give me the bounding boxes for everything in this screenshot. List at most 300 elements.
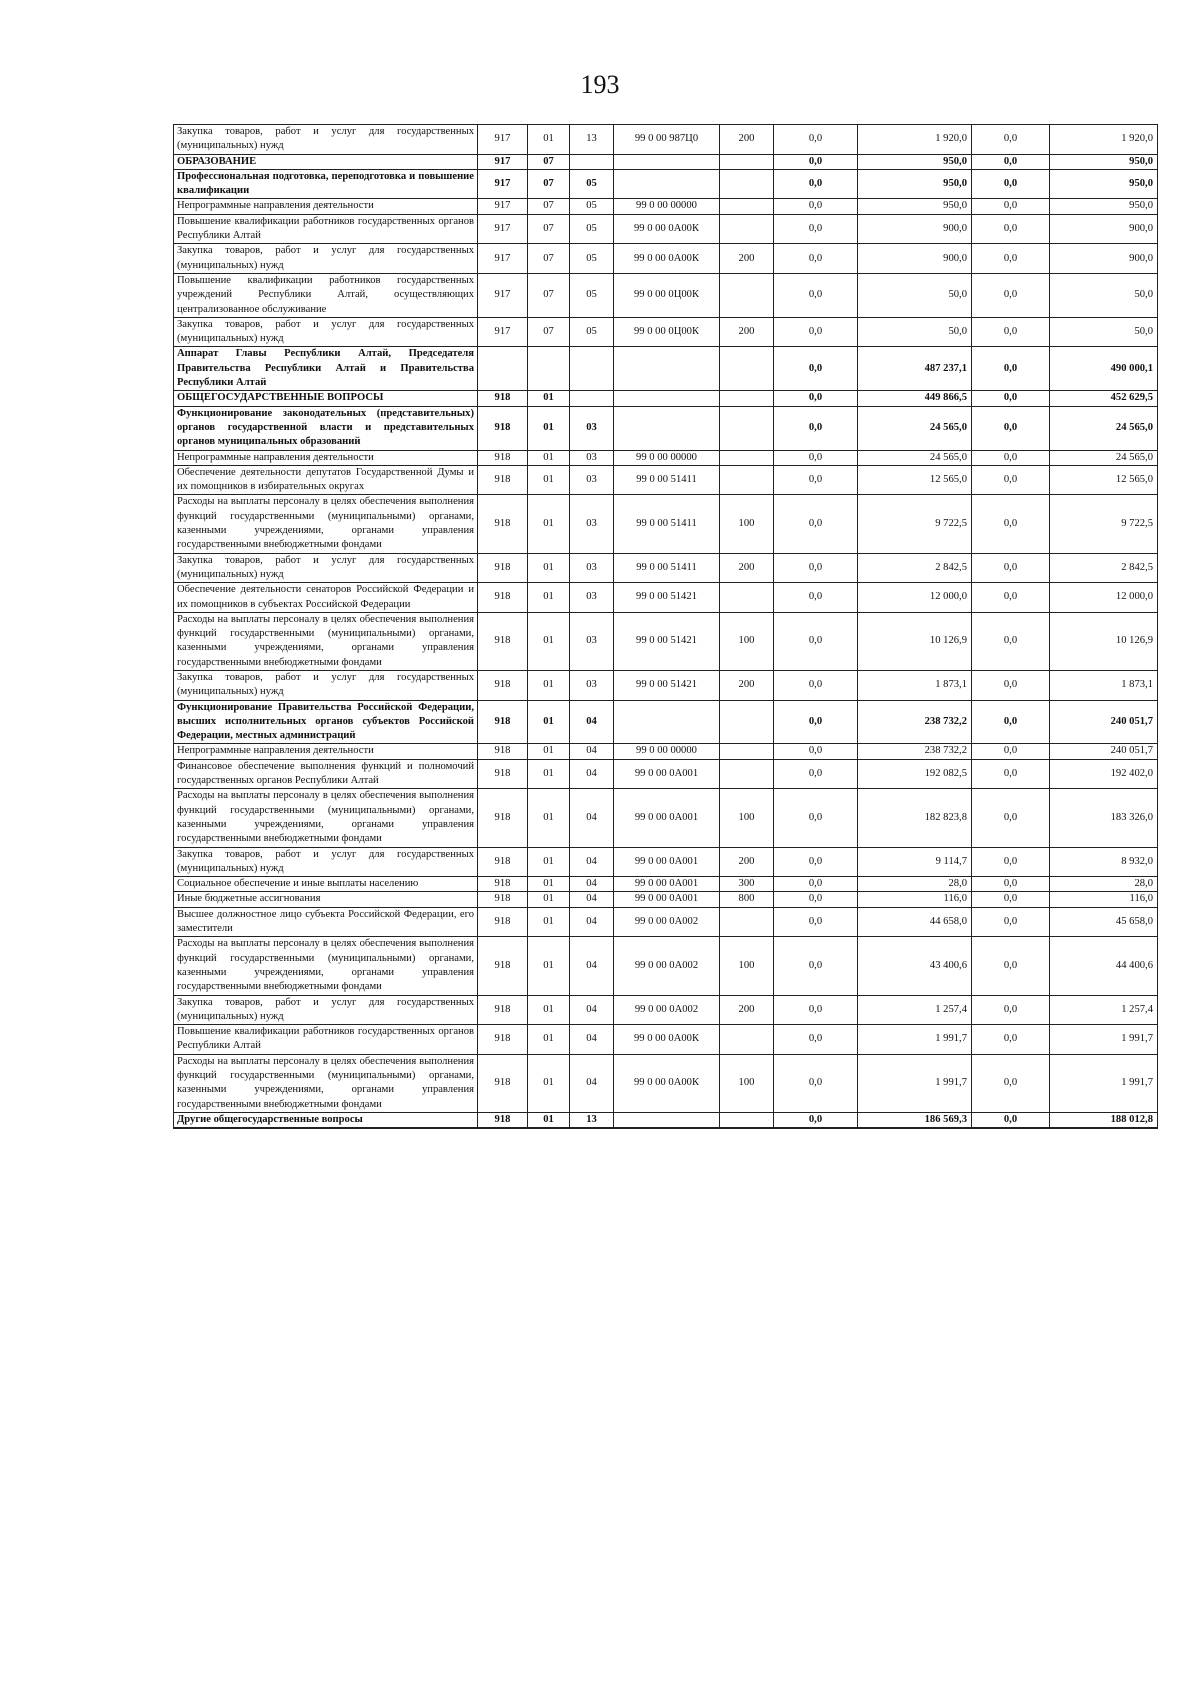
cell-amount-1: 0,0: [774, 847, 858, 877]
cell-grbs: 917: [478, 125, 528, 155]
cell-section: 07: [528, 154, 570, 169]
cell-grbs: 918: [478, 892, 528, 907]
cell-target-item: [614, 406, 720, 450]
cell-name: Закупка товаров, работ и услуг для государственных (муниципальных) нужд: [174, 125, 478, 155]
cell-amount-1: 0,0: [774, 125, 858, 155]
cell-subsection: 04: [570, 907, 614, 937]
cell-amount-1: 0,0: [774, 465, 858, 495]
cell-amount-1: 0,0: [774, 937, 858, 995]
cell-amount-2: 1 991,7: [858, 1054, 972, 1112]
cell-amount-3: 0,0: [972, 169, 1050, 199]
cell-amount-3: 0,0: [972, 495, 1050, 553]
cell-name: Закупка товаров, работ и услуг для государственных (муниципальных) нужд: [174, 244, 478, 274]
cell-amount-2: 50,0: [858, 273, 972, 317]
cell-amount-4: 490 000,1: [1050, 347, 1158, 391]
cell-amount-3: 0,0: [972, 670, 1050, 700]
cell-section: 01: [528, 495, 570, 553]
cell-amount-3: 0,0: [972, 125, 1050, 155]
cell-amount-1: 0,0: [774, 244, 858, 274]
cell-amount-3: 0,0: [972, 273, 1050, 317]
table-row: [174, 892, 1158, 907]
cell-target-item: 99 0 00 0А001: [614, 759, 720, 789]
cell-grbs: 918: [478, 1054, 528, 1112]
cell-expense-type: [720, 450, 774, 465]
cell-amount-2: 43 400,6: [858, 937, 972, 995]
cell-amount-3: 0,0: [972, 789, 1050, 847]
cell-section: 01: [528, 892, 570, 907]
cell-grbs: 917: [478, 154, 528, 169]
table-body: [174, 125, 1158, 1129]
cell-expense-type: 200: [720, 847, 774, 877]
cell-grbs: 917: [478, 214, 528, 244]
cell-name: Закупка товаров, работ и услуг для государственных (муниципальных) нужд: [174, 995, 478, 1025]
cell-name: Иные бюджетные ассигнования: [174, 892, 478, 907]
cell-amount-4: 192 402,0: [1050, 759, 1158, 789]
cell-subsection: 03: [570, 465, 614, 495]
cell-section: 01: [528, 1054, 570, 1112]
cell-subsection: 13: [570, 125, 614, 155]
table-row: [174, 214, 1158, 244]
cell-section: 07: [528, 199, 570, 214]
cell-grbs: 918: [478, 1112, 528, 1128]
cell-amount-4: 50,0: [1050, 273, 1158, 317]
cell-expense-type: [720, 406, 774, 450]
cell-subsection: 04: [570, 847, 614, 877]
cell-subsection: 05: [570, 317, 614, 347]
cell-amount-1: 0,0: [774, 670, 858, 700]
cell-amount-4: 950,0: [1050, 199, 1158, 214]
cell-target-item: 99 0 00 0А001: [614, 892, 720, 907]
cell-name: Функционирование Правительства Российской Федерации, высших исполнительных органов субъектов Российской Федерации, местных администраций: [174, 700, 478, 744]
cell-target-item: 99 0 00 00000: [614, 744, 720, 759]
cell-expense-type: 200: [720, 125, 774, 155]
cell-grbs: 918: [478, 465, 528, 495]
cell-target-item: 99 0 00 0А00К: [614, 1054, 720, 1112]
cell-amount-2: 192 082,5: [858, 759, 972, 789]
cell-expense-type: [720, 199, 774, 214]
cell-target-item: [614, 347, 720, 391]
cell-section: 01: [528, 583, 570, 613]
cell-section: 01: [528, 1112, 570, 1128]
cell-grbs: 918: [478, 907, 528, 937]
table-row: [174, 244, 1158, 274]
cell-subsection: 04: [570, 892, 614, 907]
cell-grbs: 918: [478, 583, 528, 613]
cell-expense-type: 100: [720, 495, 774, 553]
table-row: [174, 789, 1158, 847]
cell-amount-2: 449 866,5: [858, 391, 972, 406]
cell-grbs: 918: [478, 759, 528, 789]
cell-amount-4: 1 257,4: [1050, 995, 1158, 1025]
cell-grbs: 917: [478, 169, 528, 199]
cell-section: 01: [528, 450, 570, 465]
cell-target-item: 99 0 00 0А002: [614, 907, 720, 937]
cell-amount-2: 9 114,7: [858, 847, 972, 877]
cell-section: 01: [528, 553, 570, 583]
cell-amount-1: 0,0: [774, 169, 858, 199]
cell-amount-1: 0,0: [774, 995, 858, 1025]
cell-amount-3: 0,0: [972, 154, 1050, 169]
cell-subsection: 04: [570, 759, 614, 789]
cell-section: 01: [528, 759, 570, 789]
cell-subsection: 04: [570, 995, 614, 1025]
cell-subsection: 05: [570, 169, 614, 199]
cell-amount-1: 0,0: [774, 273, 858, 317]
cell-target-item: 99 0 00 51421: [614, 670, 720, 700]
cell-amount-1: 0,0: [774, 877, 858, 892]
cell-expense-type: [720, 907, 774, 937]
cell-name: ОБРАЗОВАНИЕ: [174, 154, 478, 169]
cell-amount-1: 0,0: [774, 583, 858, 613]
cell-subsection: 05: [570, 244, 614, 274]
cell-section: 01: [528, 847, 570, 877]
cell-amount-1: 0,0: [774, 907, 858, 937]
cell-amount-1: 0,0: [774, 553, 858, 583]
cell-amount-1: 0,0: [774, 406, 858, 450]
cell-amount-2: 12 565,0: [858, 465, 972, 495]
cell-amount-3: 0,0: [972, 892, 1050, 907]
cell-grbs: 918: [478, 937, 528, 995]
cell-name: Непрограммные направления деятельности: [174, 199, 478, 214]
cell-expense-type: [720, 154, 774, 169]
cell-amount-4: 183 326,0: [1050, 789, 1158, 847]
cell-name: Обеспечение деятельности сенаторов Российской Федерации и их помощников в субъектах Российской Федерации: [174, 583, 478, 613]
cell-amount-2: 950,0: [858, 169, 972, 199]
cell-amount-4: 2 842,5: [1050, 553, 1158, 583]
cell-amount-4: 1 873,1: [1050, 670, 1158, 700]
cell-target-item: [614, 700, 720, 744]
cell-target-item: 99 0 00 00000: [614, 450, 720, 465]
table-row: [174, 1025, 1158, 1055]
cell-amount-4: 12 565,0: [1050, 465, 1158, 495]
table-row: [174, 700, 1158, 744]
cell-amount-1: 0,0: [774, 700, 858, 744]
cell-expense-type: [720, 583, 774, 613]
cell-grbs: 918: [478, 391, 528, 406]
cell-section: 01: [528, 1025, 570, 1055]
table-row: [174, 495, 1158, 553]
cell-grbs: [478, 347, 528, 391]
cell-section: 07: [528, 317, 570, 347]
cell-target-item: 99 0 00 0А001: [614, 789, 720, 847]
table-row: [174, 583, 1158, 613]
cell-amount-2: 1 991,7: [858, 1025, 972, 1055]
cell-target-item: [614, 154, 720, 169]
cell-amount-4: 45 658,0: [1050, 907, 1158, 937]
cell-expense-type: 200: [720, 995, 774, 1025]
cell-target-item: 99 0 00 0А001: [614, 847, 720, 877]
cell-amount-3: 0,0: [972, 347, 1050, 391]
table-row: [174, 877, 1158, 892]
cell-name: Закупка товаров, работ и услуг для государственных (муниципальных) нужд: [174, 553, 478, 583]
cell-amount-1: 0,0: [774, 450, 858, 465]
cell-amount-4: 1 920,0: [1050, 125, 1158, 155]
cell-grbs: 918: [478, 789, 528, 847]
cell-section: 01: [528, 789, 570, 847]
cell-target-item: [614, 169, 720, 199]
cell-amount-1: 0,0: [774, 612, 858, 670]
cell-target-item: 99 0 00 0А00К: [614, 244, 720, 274]
cell-amount-4: 240 051,7: [1050, 700, 1158, 744]
table-row: [174, 847, 1158, 877]
cell-amount-3: 0,0: [972, 744, 1050, 759]
cell-name: Закупка товаров, работ и услуг для государственных (муниципальных) нужд: [174, 317, 478, 347]
cell-amount-4: 188 012,8: [1050, 1112, 1158, 1128]
cell-expense-type: [720, 214, 774, 244]
cell-amount-4: 950,0: [1050, 154, 1158, 169]
cell-expense-type: [720, 744, 774, 759]
cell-section: 01: [528, 907, 570, 937]
cell-expense-type: [720, 1025, 774, 1055]
table-row: [174, 273, 1158, 317]
table-row: [174, 744, 1158, 759]
cell-amount-4: 1 991,7: [1050, 1054, 1158, 1112]
cell-amount-2: 950,0: [858, 199, 972, 214]
cell-name: Финансовое обеспечение выполнения функций и полномочий государственных органов Республики Алтай: [174, 759, 478, 789]
table-row: [174, 1112, 1158, 1128]
cell-amount-1: 0,0: [774, 495, 858, 553]
budget-table: [173, 124, 1158, 1129]
cell-target-item: 99 0 00 0А001: [614, 877, 720, 892]
cell-grbs: 918: [478, 495, 528, 553]
cell-target-item: 99 0 00 51411: [614, 495, 720, 553]
cell-amount-2: 1 257,4: [858, 995, 972, 1025]
cell-amount-1: 0,0: [774, 1054, 858, 1112]
cell-grbs: 918: [478, 553, 528, 583]
cell-amount-3: 0,0: [972, 450, 1050, 465]
cell-amount-2: 186 569,3: [858, 1112, 972, 1128]
cell-amount-3: 0,0: [972, 847, 1050, 877]
cell-amount-1: 0,0: [774, 154, 858, 169]
cell-section: 01: [528, 125, 570, 155]
cell-subsection: 05: [570, 273, 614, 317]
cell-amount-1: 0,0: [774, 1025, 858, 1055]
cell-subsection: 05: [570, 214, 614, 244]
cell-section: 01: [528, 995, 570, 1025]
table-row: [174, 450, 1158, 465]
cell-subsection: 04: [570, 877, 614, 892]
cell-section: 01: [528, 937, 570, 995]
cell-section: 01: [528, 877, 570, 892]
cell-expense-type: 300: [720, 877, 774, 892]
cell-amount-1: 0,0: [774, 789, 858, 847]
cell-section: [528, 347, 570, 391]
cell-name: Закупка товаров, работ и услуг для государственных (муниципальных) нужд: [174, 847, 478, 877]
cell-amount-4: 10 126,9: [1050, 612, 1158, 670]
cell-amount-4: 116,0: [1050, 892, 1158, 907]
cell-section: 01: [528, 465, 570, 495]
cell-amount-3: 0,0: [972, 612, 1050, 670]
cell-expense-type: [720, 759, 774, 789]
cell-target-item: [614, 1112, 720, 1128]
cell-amount-4: 9 722,5: [1050, 495, 1158, 553]
cell-expense-type: [720, 347, 774, 391]
cell-grbs: 918: [478, 406, 528, 450]
cell-target-item: 99 0 00 51421: [614, 583, 720, 613]
cell-expense-type: 200: [720, 670, 774, 700]
cell-name: ОБЩЕГОСУДАРСТВЕННЫЕ ВОПРОСЫ: [174, 391, 478, 406]
table-row: [174, 759, 1158, 789]
cell-name: Непрограммные направления деятельности: [174, 450, 478, 465]
cell-amount-4: 900,0: [1050, 244, 1158, 274]
cell-target-item: 99 0 00 51411: [614, 465, 720, 495]
cell-section: 01: [528, 700, 570, 744]
table-row: [174, 907, 1158, 937]
cell-amount-2: 900,0: [858, 244, 972, 274]
cell-section: 01: [528, 744, 570, 759]
cell-expense-type: 100: [720, 789, 774, 847]
cell-expense-type: 200: [720, 244, 774, 274]
cell-subsection: 03: [570, 670, 614, 700]
table-row: [174, 612, 1158, 670]
cell-name: Функционирование законодательных (представительных) органов государственной власти и представительных органов муниципальных образований: [174, 406, 478, 450]
cell-subsection: 03: [570, 406, 614, 450]
cell-amount-1: 0,0: [774, 317, 858, 347]
cell-section: 07: [528, 214, 570, 244]
cell-subsection: 04: [570, 1025, 614, 1055]
cell-subsection: 03: [570, 553, 614, 583]
cell-subsection: 03: [570, 495, 614, 553]
table-row: [174, 406, 1158, 450]
cell-name: Расходы на выплаты персоналу в целях обеспечения выполнения функций государственными (муниципальными) органами, казенными учреждениями, органами управления государственными внебюджетными фондами: [174, 1054, 478, 1112]
cell-subsection: 04: [570, 789, 614, 847]
cell-amount-3: 0,0: [972, 759, 1050, 789]
cell-amount-1: 0,0: [774, 1112, 858, 1128]
cell-name: Высшее должностное лицо субъекта Российской Федерации, его заместители: [174, 907, 478, 937]
cell-amount-2: 950,0: [858, 154, 972, 169]
cell-amount-1: 0,0: [774, 347, 858, 391]
cell-amount-3: 0,0: [972, 700, 1050, 744]
cell-grbs: 917: [478, 199, 528, 214]
cell-amount-2: 116,0: [858, 892, 972, 907]
cell-subsection: 03: [570, 612, 614, 670]
cell-section: 01: [528, 391, 570, 406]
cell-amount-4: 12 000,0: [1050, 583, 1158, 613]
cell-amount-3: 0,0: [972, 937, 1050, 995]
cell-section: 01: [528, 406, 570, 450]
cell-subsection: 13: [570, 1112, 614, 1128]
cell-name: Повышение квалификации работников государственных учреждений Республики Алтай, осуществляющих централизованное обслуживание: [174, 273, 478, 317]
cell-target-item: 99 0 00 0Ц00К: [614, 317, 720, 347]
cell-amount-3: 0,0: [972, 214, 1050, 244]
cell-expense-type: 200: [720, 317, 774, 347]
cell-amount-4: 24 565,0: [1050, 406, 1158, 450]
table-row: [174, 391, 1158, 406]
cell-amount-2: 487 237,1: [858, 347, 972, 391]
cell-amount-2: 24 565,0: [858, 450, 972, 465]
cell-name: Расходы на выплаты персоналу в целях обеспечения выполнения функций государственными (муниципальными) органами, казенными учреждениями, органами управления государственными внебюджетными фондами: [174, 937, 478, 995]
cell-expense-type: [720, 700, 774, 744]
cell-name: Социальное обеспечение и иные выплаты населению: [174, 877, 478, 892]
cell-amount-3: 0,0: [972, 244, 1050, 274]
table-row: [174, 169, 1158, 199]
cell-grbs: 918: [478, 700, 528, 744]
cell-subsection: [570, 347, 614, 391]
table-row: [174, 995, 1158, 1025]
cell-grbs: 918: [478, 877, 528, 892]
cell-amount-3: 0,0: [972, 553, 1050, 583]
cell-amount-2: 1 920,0: [858, 125, 972, 155]
cell-amount-1: 0,0: [774, 759, 858, 789]
cell-amount-4: 1 991,7: [1050, 1025, 1158, 1055]
cell-amount-2: 238 732,2: [858, 744, 972, 759]
cell-grbs: 918: [478, 612, 528, 670]
cell-amount-4: 452 629,5: [1050, 391, 1158, 406]
cell-amount-3: 0,0: [972, 199, 1050, 214]
cell-amount-3: 0,0: [972, 907, 1050, 937]
cell-section: 07: [528, 244, 570, 274]
cell-amount-3: 0,0: [972, 1054, 1050, 1112]
cell-expense-type: [720, 465, 774, 495]
cell-target-item: 99 0 00 0А00К: [614, 1025, 720, 1055]
table-row: [174, 553, 1158, 583]
cell-grbs: 918: [478, 744, 528, 759]
table-row: [174, 937, 1158, 995]
cell-name: Расходы на выплаты персоналу в целях обеспечения выполнения функций государственными (муниципальными) органами, казенными учреждениями, органами управления государственными внебюджетными фондами: [174, 495, 478, 553]
cell-subsection: 03: [570, 583, 614, 613]
cell-amount-3: 0,0: [972, 877, 1050, 892]
cell-amount-2: 50,0: [858, 317, 972, 347]
cell-expense-type: 100: [720, 937, 774, 995]
cell-target-item: 99 0 00 00000: [614, 199, 720, 214]
cell-subsection: 03: [570, 450, 614, 465]
cell-target-item: 99 0 00 0Ц00К: [614, 273, 720, 317]
cell-amount-2: 182 823,8: [858, 789, 972, 847]
cell-name: Повышение квалификации работников государственных органов Республики Алтай: [174, 214, 478, 244]
cell-target-item: 99 0 00 0А002: [614, 995, 720, 1025]
cell-subsection: 04: [570, 744, 614, 759]
table-row: [174, 154, 1158, 169]
cell-amount-4: 8 932,0: [1050, 847, 1158, 877]
cell-name: Непрограммные направления деятельности: [174, 744, 478, 759]
cell-expense-type: 800: [720, 892, 774, 907]
cell-subsection: 04: [570, 1054, 614, 1112]
cell-amount-3: 0,0: [972, 317, 1050, 347]
cell-amount-3: 0,0: [972, 465, 1050, 495]
cell-name: Другие общегосударственные вопросы: [174, 1112, 478, 1128]
cell-grbs: 918: [478, 670, 528, 700]
cell-target-item: 99 0 00 987Ц0: [614, 125, 720, 155]
cell-target-item: 99 0 00 0А00К: [614, 214, 720, 244]
cell-amount-3: 0,0: [972, 583, 1050, 613]
cell-amount-1: 0,0: [774, 892, 858, 907]
cell-amount-3: 0,0: [972, 995, 1050, 1025]
cell-amount-4: 50,0: [1050, 317, 1158, 347]
cell-amount-2: 28,0: [858, 877, 972, 892]
table-row: [174, 317, 1158, 347]
cell-name: Профессиональная подготовка, переподготовка и повышение квалификации: [174, 169, 478, 199]
cell-amount-2: 900,0: [858, 214, 972, 244]
cell-name: Закупка товаров, работ и услуг для государственных (муниципальных) нужд: [174, 670, 478, 700]
cell-amount-1: 0,0: [774, 391, 858, 406]
cell-expense-type: 100: [720, 612, 774, 670]
cell-expense-type: [720, 391, 774, 406]
cell-amount-4: 950,0: [1050, 169, 1158, 199]
cell-target-item: 99 0 00 0А002: [614, 937, 720, 995]
cell-amount-2: 24 565,0: [858, 406, 972, 450]
cell-amount-3: 0,0: [972, 391, 1050, 406]
cell-amount-2: 1 873,1: [858, 670, 972, 700]
cell-target-item: 99 0 00 51411: [614, 553, 720, 583]
cell-amount-3: 0,0: [972, 406, 1050, 450]
cell-amount-4: 900,0: [1050, 214, 1158, 244]
cell-expense-type: [720, 1112, 774, 1128]
cell-amount-3: 0,0: [972, 1112, 1050, 1128]
cell-grbs: 917: [478, 244, 528, 274]
cell-subsection: 05: [570, 199, 614, 214]
cell-amount-2: 238 732,2: [858, 700, 972, 744]
cell-subsection: [570, 391, 614, 406]
